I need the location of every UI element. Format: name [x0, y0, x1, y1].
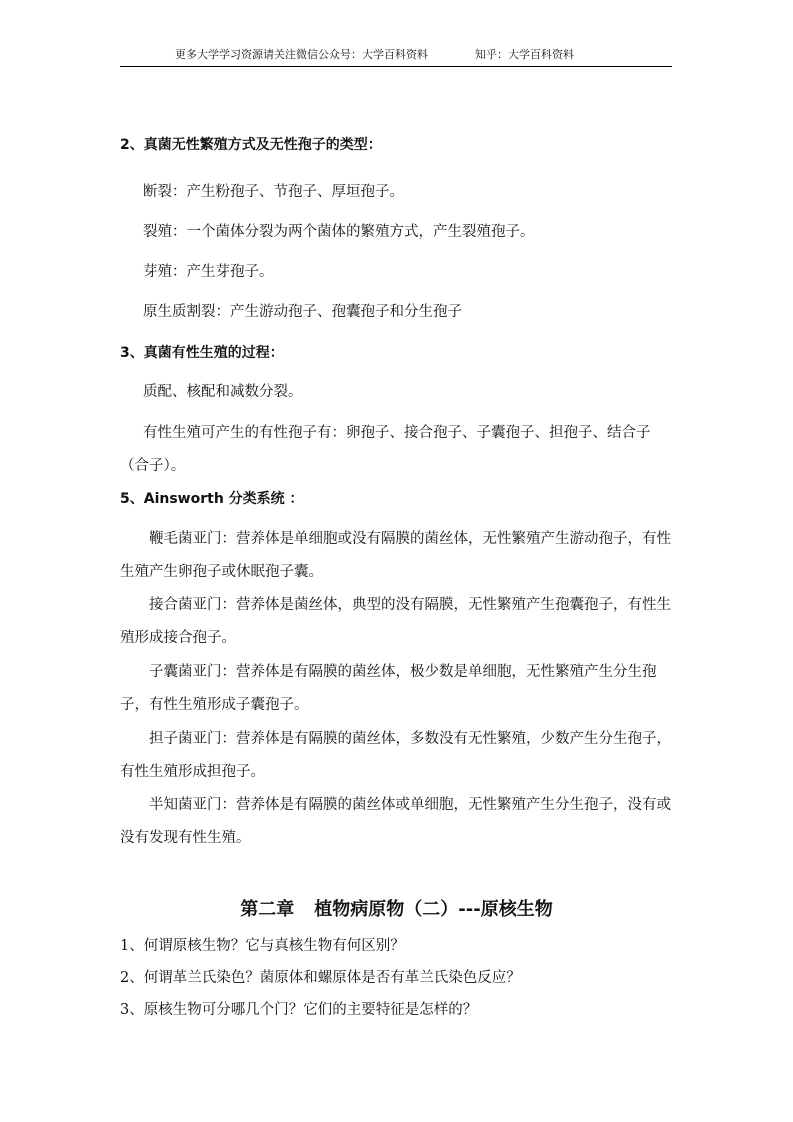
section3-heading: 3、真菌有性生殖的过程：: [120, 345, 284, 361]
section2-heading: 2、真菌无性繁殖方式及无性孢子的类型：: [120, 137, 382, 153]
section2-item-fragmentation: 断裂：产生粉孢子、节孢子、厚垣孢子。: [143, 184, 404, 200]
chapter-name: 植物病原物（二）---原核生物: [314, 899, 553, 920]
section5-heading: 5、Ainsworth 分类系统 ：: [120, 491, 304, 507]
question-1: 1、何谓原核生物？它与真核生物有何区别？: [120, 938, 405, 954]
section2-item-fission: 裂殖：一个菌体分裂为两个菌体的繁殖方式，产生裂殖孢子。: [143, 224, 535, 240]
section5-item-zygomycotina: 接合菌亚门：营养体是菌丝体，典型的没有隔膜，无性繁殖产生孢囊孢子，有性生殖形成接合孢子。: [120, 597, 671, 646]
section5-item-basidiomycotina: 担子菌亚门：营养体是有隔膜的菌丝体，多数没有无性繁殖，少数产生分生孢子，有性生殖形成担孢子。: [120, 731, 671, 780]
question-3: 3、原核生物可分哪几个门？它们的主要特征是怎样的？: [120, 1002, 478, 1018]
section3-item-spores: 有性生殖可产生的有性孢子有：卵孢子、接合孢子、子囊孢子、担孢子、结合子（合子）。: [120, 425, 651, 474]
section2-item-budding: 芽殖：产生芽孢子。: [143, 264, 274, 280]
section5-item-deuteromycotina: 半知菌亚门：营养体是有隔膜的菌丝体或单细胞，无性繁殖产生分生孢子，没有或没有发现有性生殖。: [120, 797, 671, 846]
header-wechat-note: 更多大学学习资源请关注微信公众号：大学百科资料: [175, 48, 428, 61]
header-zhihu-note: 知乎：大学百科资料: [475, 48, 574, 61]
section2-item-cleavage: 原生质割裂：产生游动孢子、孢囊孢子和分生孢子: [143, 304, 462, 320]
page-header: [120, 44, 672, 67]
chapter-title: [120, 895, 673, 921]
section3-item-stages: 质配、核配和减数分裂。: [143, 384, 303, 400]
section5-item-mastigomycotina: 鞭毛菌亚门：营养体是单细胞或没有隔膜的菌丝体，无性繁殖产生游动孢子，有性生殖产生卵孢子或休眠孢子囊。: [120, 531, 671, 580]
chapter-number: 第二章: [240, 899, 295, 920]
question-2: 2、何谓革兰氏染色？菌原体和螺原体是否有革兰氏染色反应？: [120, 970, 521, 986]
section5-item-ascomycotina: 子囊菌亚门：营养体是有隔膜的菌丝体，极少数是单细胞，无性繁殖产生分生孢子，有性生殖形成子囊孢子。: [120, 664, 657, 713]
